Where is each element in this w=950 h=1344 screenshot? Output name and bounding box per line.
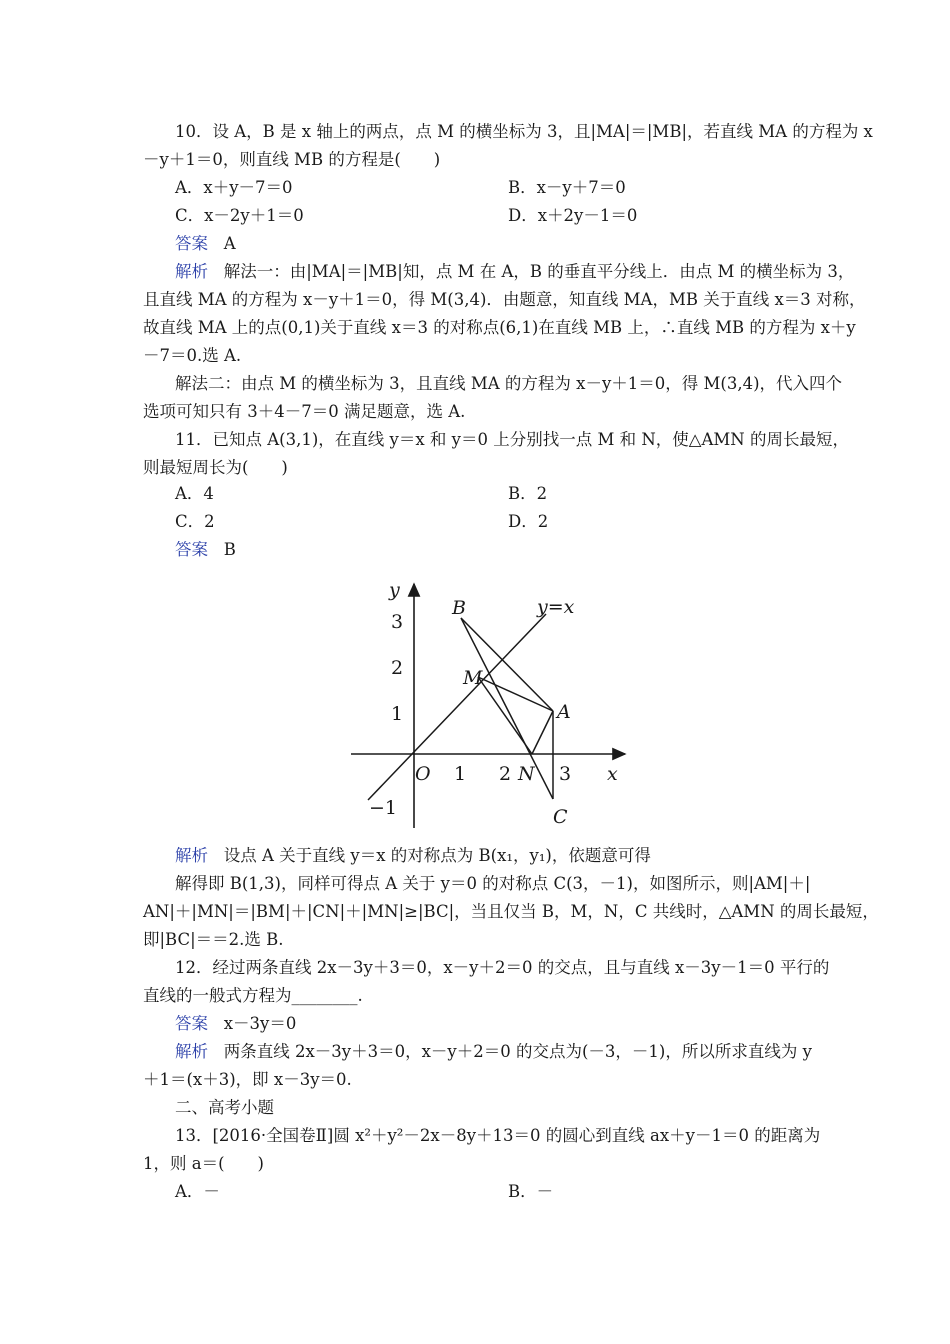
q13-option-a: A．－	[175, 1182, 220, 1201]
analysis-text: 解法一：由|MA|＝|MB|知，点 M 在 A，B 的垂直平分线上．由点 M 的横坐标为 3，	[223, 262, 855, 281]
q11-analysis-line3: AN|＋|MN|＝|BM|＋|CN|＋|MN|≥|BC|，当且仅当 B，M，N，C 共线时，△AMN 的周长最短，	[143, 902, 879, 921]
label-line-yx: y=x	[537, 596, 575, 618]
q10-analysis-line4: －7＝0.选 A.	[143, 346, 242, 365]
geometry-figure	[341, 566, 641, 834]
analysis-label: 解析	[175, 1042, 208, 1061]
q12-answer	[175, 1010, 855, 1038]
q10-analysis-line2: 且直线 MA 的方程为 x－y＋1＝0，得 M(3,4)．由题意，知直线 MA，MB 关于直线 x＝3 对称，	[143, 290, 866, 309]
tick-y-1: 1	[391, 703, 404, 725]
q11-answer	[175, 536, 855, 564]
label-x-axis: x	[607, 763, 618, 785]
q12-analysis-line2: ＋1＝(x＋3)，即 x－3y＝0.	[143, 1070, 352, 1089]
q11-stem-line2: 则最短周长为( )	[143, 458, 288, 477]
q11-stem-line1: 11．已知点 A(3,1)，在直线 y＝x 和 y＝0 上分别找一点 M 和 N，使△AMN 的周长最短，	[175, 430, 849, 449]
label-point-c: C	[553, 806, 568, 828]
q11-analysis-line2: 解得即 B(1,3)，同样可得点 A 关于 y＝0 的对称点 C(3，－1)，如图所示，则|AM|＋|	[175, 874, 811, 893]
section-heading: 二、高考小题	[175, 1098, 274, 1117]
tick-y-2: 2	[391, 657, 404, 679]
q11-option-c: C．2	[175, 512, 215, 531]
answer-value: B	[223, 540, 236, 559]
segment-ba	[461, 618, 553, 711]
q10-method2-line2: 选项可知只有 3＋4－7＝0 满足题意，选 A.	[143, 402, 466, 421]
q11-option-b: B．2	[508, 484, 548, 503]
analysis-label: 解析	[175, 262, 208, 281]
label-point-b: B	[452, 597, 466, 619]
label-point-a: A	[557, 701, 571, 723]
q12-stem-line1: 12．经过两条直线 2x－3y＋3＝0，x－y＋2＝0 的交点，且与直线 x－3y－1＝0 平行的	[175, 958, 830, 977]
q10-analysis-line1	[175, 258, 855, 286]
label-point-n: N	[518, 763, 535, 785]
segment-an	[532, 711, 553, 754]
q12-analysis-line1	[175, 1038, 855, 1066]
tick-x-1: 1	[454, 763, 467, 785]
answer-value: A	[223, 234, 236, 253]
analysis-label: 解析	[175, 846, 208, 865]
q10-stem-line1: 10．设 A，B 是 x 轴上的两点，点 M 的横坐标为 3，且|MA|＝|MB|，若直线 MA 的方程为 x	[175, 122, 873, 141]
q10-stem-line2: －y＋1＝0，则直线 MB 的方程是( )	[143, 150, 441, 169]
q10-option-d: D．x＋2y－1＝0	[508, 206, 638, 225]
q11-analysis-line4: 即|BC|＝＝2.选 B.	[143, 930, 284, 949]
q10-analysis-line3: 故直线 MA 上的点(0,1)关于直线 x＝3 的对称点(6,1)在直线 MB 上，∴直线 MB 的方程为 x＋y	[143, 318, 856, 337]
q11-option-a: A．4	[175, 484, 214, 503]
q10-method2-line1: 解法二：由点 M 的横坐标为 3，且直线 MA 的方程为 x－y＋1＝0，得 M(3,4)，代入四个	[175, 374, 843, 393]
tick-y-3: 3	[391, 611, 404, 633]
analysis-text: 设点 A 关于直线 y＝x 的对称点为 B(x₁，y₁)，依题意可得	[223, 846, 651, 865]
q10-option-a: A．x＋y－7＝0	[175, 178, 293, 197]
q11-analysis-line1	[175, 842, 855, 870]
tick-x-3: 3	[559, 763, 572, 785]
label-origin: O	[415, 763, 431, 785]
q13-stem-line1: 13．[2016·全国卷Ⅱ]圆 x²＋y²－2x－8y＋13＝0 的圆心到直线 ax＋y－1＝0 的距离为	[175, 1126, 821, 1145]
label-y-axis: y	[389, 579, 400, 601]
q10-option-b: B．x－y＋7＝0	[508, 178, 626, 197]
figure-svg	[341, 566, 641, 834]
q13-stem-line2: 1，则 a＝( )	[143, 1154, 264, 1173]
q10-answer	[175, 230, 855, 258]
q13-option-b: B．－	[508, 1182, 554, 1201]
answer-value: x－3y＝0	[223, 1014, 297, 1033]
label-point-m: M	[463, 667, 483, 689]
q11-option-d: D．2	[508, 512, 549, 531]
tick-x-2: 2	[499, 763, 512, 785]
q10-option-c: C．x－2y＋1＝0	[175, 206, 304, 225]
answer-label: 答案	[175, 1014, 208, 1033]
q12-stem-line2: 直线的一般式方程为________.	[143, 986, 363, 1005]
answer-label: 答案	[175, 234, 208, 253]
answer-label: 答案	[175, 540, 208, 559]
tick-y-neg1: −1	[369, 797, 398, 819]
analysis-text: 两条直线 2x－3y＋3＝0，x－y＋2＝0 的交点为(－3，－1)，所以所求直线为 y	[223, 1042, 812, 1061]
